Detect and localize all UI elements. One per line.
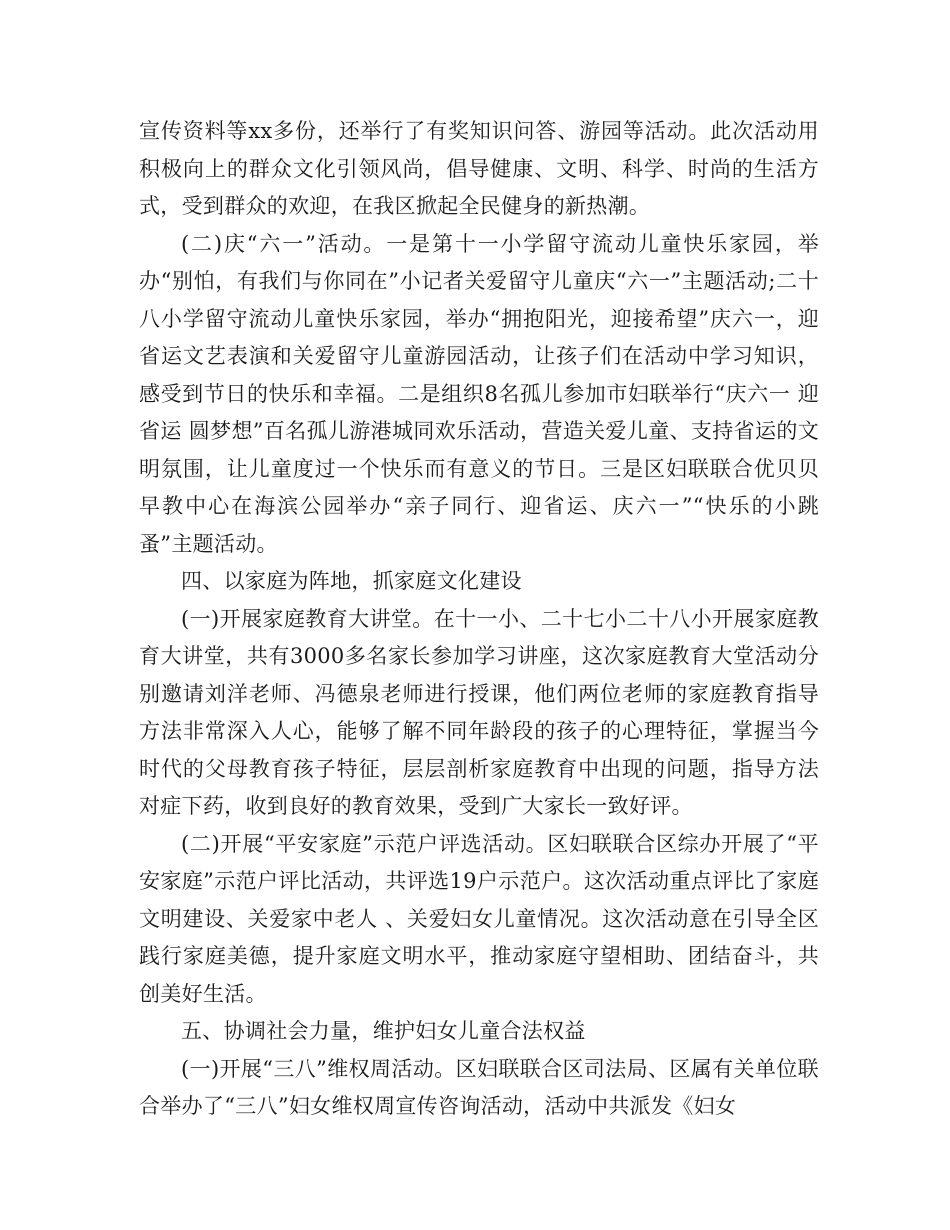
- paragraph-safe-family: (二)开展“平安家庭”示范户评选活动。区妇联联合区综办开展了“平安家庭”示范户评比活动，共评选19户示范户。这次活动重点评比了家庭文明建设、关爱家中老人 、关爱妇女儿童情况。这次活动意在引导全区践行家庭美德，提升家庭文明水平，推动家庭守望相助、团结奋斗，共创美好生活。: [139, 831, 819, 1006]
- section-heading-rights-protection: 五、协调社会力量，维护妇女儿童合法权益: [181, 1019, 586, 1043]
- paragraph-family-education: (一)开展家庭教育大讲堂。在十一小、二十七小二十八小开展家庭教育大讲堂，共有3000多名家长参加学习讲座，这次家庭教育大堂活动分别邀请刘洋老师、冯德泉老师进行授课，他们两位老师的家庭教育指导方法非常深入人心，能够了解不同年龄段的孩子的心理特征，掌握当今时代的父母教育孩子特征，层层剖析家庭教育中出现的问题，指导方法对症下药，收到良好的教育效果，受到广大家长一致好评。: [139, 606, 819, 818]
- document-body: [139, 113, 819, 1126]
- paragraph-children-day: (二)庆“六一”活动。一是第十一小学留守流动儿童快乐家园，举办“别怕，有我们与你同在”小记者关爱留守儿童庆“六一”主题活动;二十八小学留守流动儿童快乐家园，举办“拥抱阳光，迎接希望”庆六一，迎省运文艺表演和关爱留守儿童游园活动，让孩子们在活动中学习知识，感受到节日的快乐和幸福。二是组织8名孤儿参加市妇联举行“庆六一 迎省运 圆梦想”百名孤儿游港城同欢乐活动，营造关爱儿童、支持省运的文明氛围，让儿童度过一个快乐而有意义的节日。三是区妇联联合优贝贝早教中心在海滨公园举办“亲子同行、迎省运、庆六一”“快乐的小跳蚤”主题活动。: [139, 231, 819, 556]
- section-heading-family-culture: 四、以家庭为阵地，抓家庭文化建设: [181, 569, 522, 593]
- paragraph-womens-day: (一)开展“三八”维权周活动。区妇联联合区司法局、区属有关单位联合举办了“三八”妇女维权周宣传咨询活动，活动中共派发《妇女: [139, 1056, 819, 1118]
- paragraph-continuation: 宣传资料等xx多份，还举行了有奖知识问答、游园等活动。此次活动用积极向上的群众文化引领风尚，倡导健康、文明、科学、时尚的生活方式，受到群众的欢迎，在我区掀起全民健身的新热潮。: [139, 119, 819, 218]
